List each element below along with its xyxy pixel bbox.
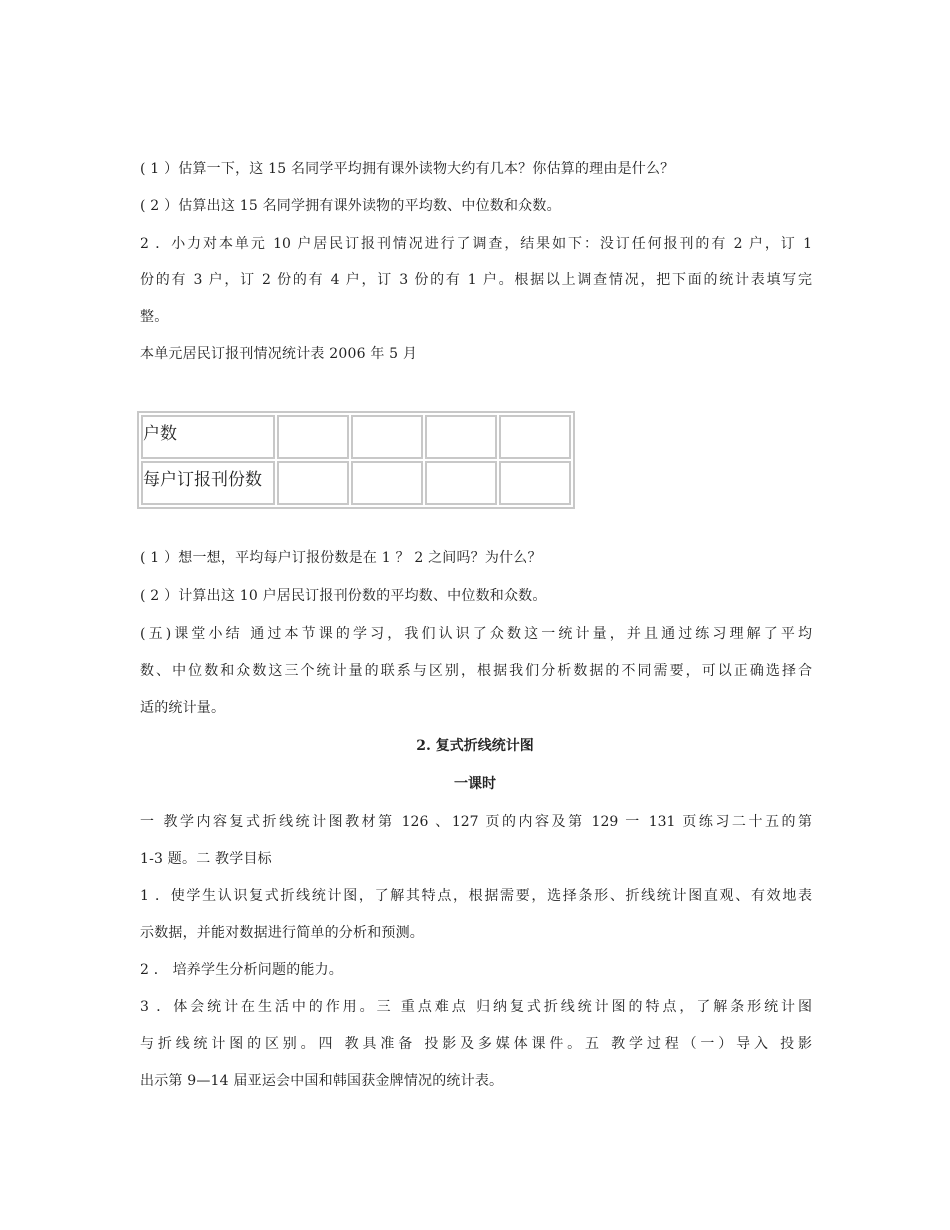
question-1-think: ( 1 ）想一想，平均每户订报份数是在 1 ？ 2 之间吗？为什么？ xyxy=(140,550,542,566)
table-cell xyxy=(425,461,497,505)
paragraph-survey-line-2: 份的有 3 户，订 2 份的有 4 户，订 3 份的有 1 户。根据以上调查情况，把下面的统计表填写完 xyxy=(140,272,812,288)
summary-line-3: 适的统计量。 xyxy=(140,700,226,716)
table-cell xyxy=(351,415,423,459)
table-cell xyxy=(425,415,497,459)
table-row xyxy=(141,415,571,459)
table-cell xyxy=(499,415,571,459)
table-caption: 本单元居民订报刊情况统计表 2006 年 5 月 xyxy=(140,346,418,362)
statistics-table xyxy=(137,411,575,509)
table-row xyxy=(141,461,571,505)
table-row-label-households: 户数 xyxy=(141,415,275,459)
summary-line-1: (五)课堂小结 通过本节课的学习，我们认识了众数这一统计量，并且通过练习理解了平均 xyxy=(140,626,812,642)
teaching-content-line-1: 一 教学内容复式折线统计图教材第 126 、127 页的内容及第 129 一 131 页练习二十五的第 xyxy=(140,814,812,830)
question-2-estimate: ( 2 ）估算出这 15 名同学拥有课外读物的平均数、中位数和众数。 xyxy=(140,198,561,214)
table-cell xyxy=(277,415,349,459)
section-title: 2. 复式折线统计图 xyxy=(416,738,534,754)
objective-1-line-2: 示数据，并能对数据进行简单的分析和预测。 xyxy=(140,925,424,941)
objective-2: 2 ． 培养学生分析问题的能力。 xyxy=(140,962,344,978)
objective-3-line-2: 与折线统计图的区别。四 教具准备 投影及多媒体课件。五 教学过程（一）导入 投影 xyxy=(140,1036,812,1052)
paragraph-survey-line-1: 2 ．小力对本单元 10 户居民订报刊情况进行了调查，结果如下：没订任何报刊的有 2 户，订 1 xyxy=(140,236,812,252)
table-row-label-copies: 每户订报刊份数 xyxy=(141,461,275,505)
teaching-content-line-2: 1-3 题。二 教学目标 xyxy=(140,851,272,867)
section-subtitle: 一课时 xyxy=(454,776,496,792)
summary-line-2: 数、中位数和众数这三个统计量的联系与区别，根据我们分析数据的不同需要，可以正确选择合 xyxy=(140,663,812,679)
objective-3-line-1: 3 ．体会统计在生活中的作用。三 重点难点 归纳复式折线统计图的特点，了解条形统计图 xyxy=(140,999,812,1015)
objective-1-line-1: 1 ．使学生认识复式折线统计图，了解其特点，根据需要，选择条形、折线统计图直观、有效地表 xyxy=(140,888,812,904)
objective-3-line-3: 出示第 9—14 届亚运会中国和韩国获金牌情况的统计表。 xyxy=(140,1073,504,1089)
table-cell xyxy=(277,461,349,505)
question-1-estimate: ( 1 ）估算一下，这 15 名同学平均拥有课外读物大约有几本？你估算的理由是什么？ xyxy=(140,161,675,177)
table-cell xyxy=(351,461,423,505)
question-2-calculate: ( 2 ）计算出这 10 户居民订报刊份数的平均数、中位数和众数。 xyxy=(140,588,547,604)
table-cell xyxy=(499,461,571,505)
paragraph-survey-line-3: 整。 xyxy=(140,309,169,325)
